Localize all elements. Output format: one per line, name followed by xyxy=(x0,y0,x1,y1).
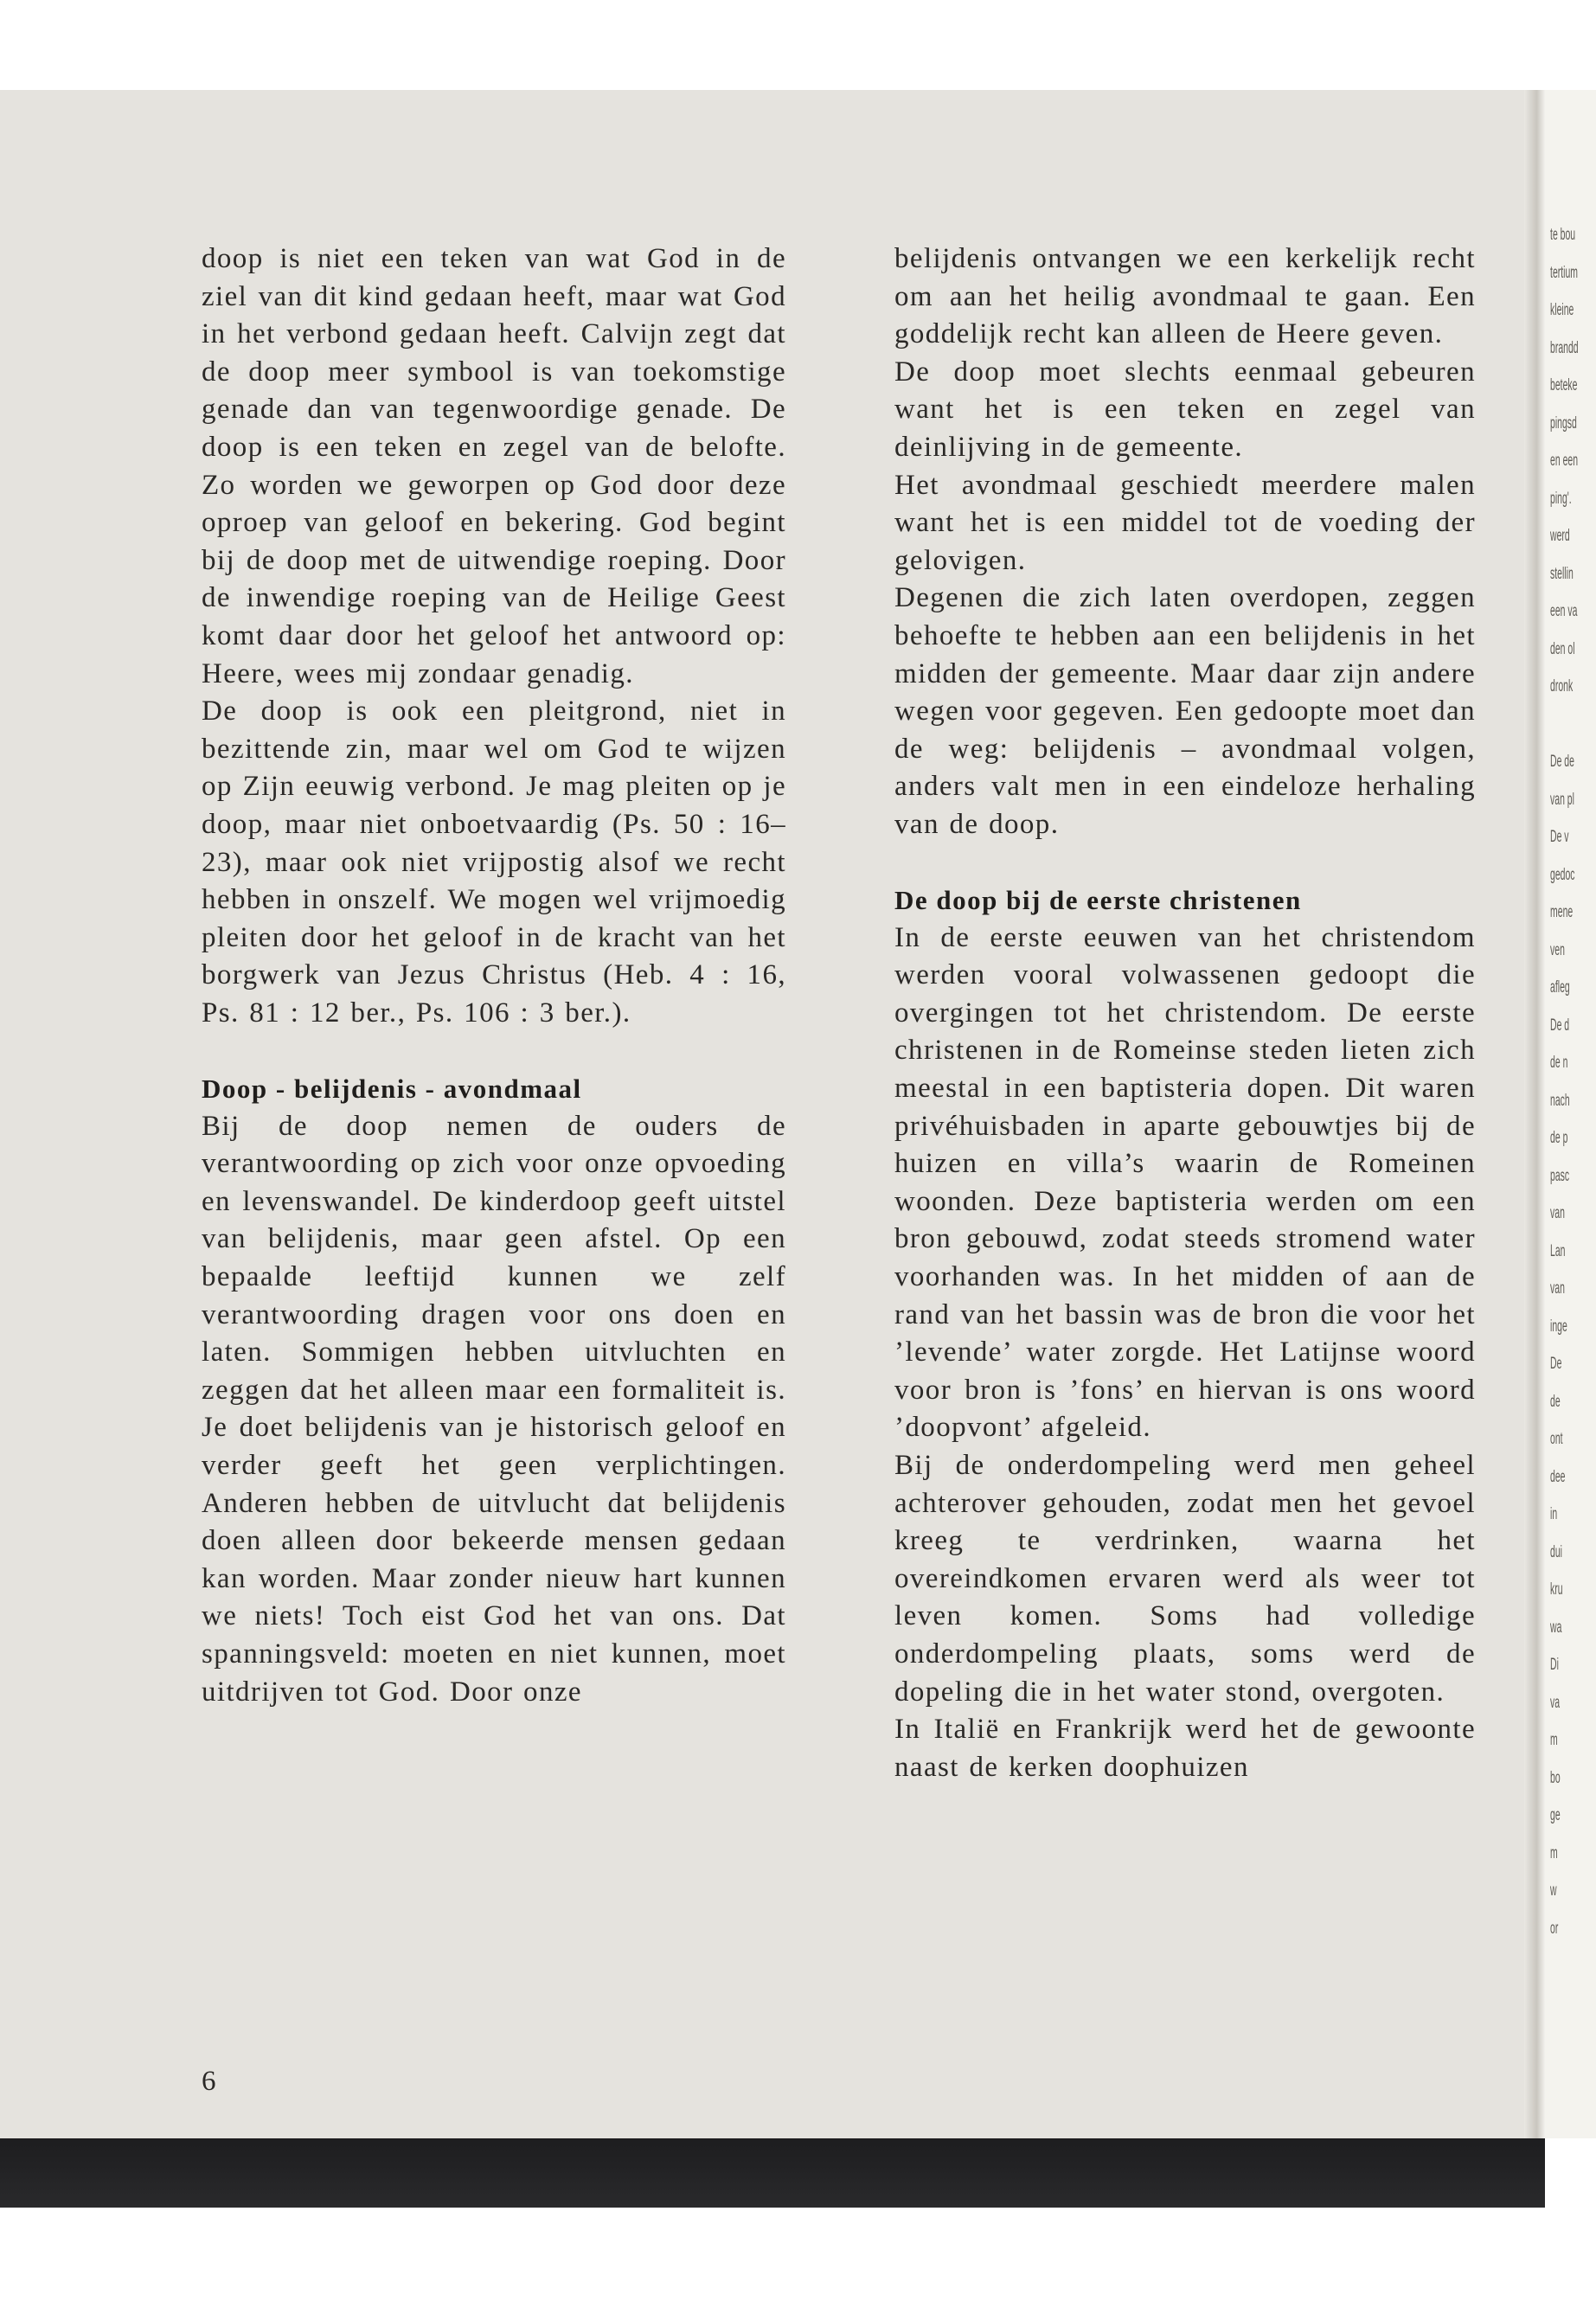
adjacent-page-fragment: De d xyxy=(1550,1016,1570,1035)
adjacent-page-fragment: tertium xyxy=(1550,263,1578,282)
adjacent-page-fragment: m xyxy=(1550,1843,1558,1862)
adjacent-page-fragment: van xyxy=(1550,1279,1565,1298)
adjacent-page-fragment: mene xyxy=(1550,903,1574,921)
adjacent-page-fragment: in xyxy=(1550,1505,1558,1523)
spacer xyxy=(202,1032,786,1070)
adjacent-page-fragment: Di xyxy=(1550,1656,1559,1674)
adjacent-page-fragment: bo xyxy=(1550,1768,1561,1787)
adjacent-page-fragment: De de xyxy=(1550,753,1574,771)
adjacent-page-fragment xyxy=(1545,706,1596,744)
adjacent-page-fragment: ping'. xyxy=(1550,489,1572,508)
adjacent-page-fragment: m xyxy=(1550,1731,1558,1749)
adjacent-page-fragment: ge xyxy=(1550,1806,1561,1824)
adjacent-page-fragment: va xyxy=(1550,1693,1561,1712)
adjacent-page-fragment: Lan xyxy=(1550,1241,1566,1260)
left-column xyxy=(202,240,786,1711)
adjacent-page-fragment: dronk xyxy=(1550,677,1574,695)
scan-dark-edge xyxy=(0,2138,1545,2208)
adjacent-page-fragment: De v xyxy=(1550,828,1569,846)
adjacent-page-fragment: een va xyxy=(1550,602,1578,620)
adjacent-page-fragment: or xyxy=(1550,1919,1559,1938)
page-gutter xyxy=(1524,90,1545,2138)
adjacent-page-edge xyxy=(1545,90,1596,2138)
adjacent-page-fragment: kru xyxy=(1550,1580,1563,1599)
adjacent-page-fragment: pasc xyxy=(1550,1166,1570,1185)
adjacent-page-fragment: wa xyxy=(1550,1618,1562,1637)
adjacent-page-fragment: van pl xyxy=(1550,790,1574,809)
adjacent-page-fragment: dee xyxy=(1550,1467,1566,1486)
adjacent-page-fragment: pingsd xyxy=(1550,413,1577,433)
adjacent-page-fragment: kleine xyxy=(1550,301,1574,319)
spacer xyxy=(894,844,1476,882)
left-paragraph: doop is niet een teken van wat God in de ziel van dit kind gedaan heeft, maar wat God in het verbond gedaan heeft. Calvijn zegt dat de doop meer symbool is van toekomstige genade dan van tegenwoordige genade. De doop is een teken en zegel van de belofte. Zo worden we geworpen op God door deze oproep van geloof en bekering. God begint bij de doop met de uitwendige roeping. Door de inwendige roeping van de Heilige Geest komt daar door het geloof het antwoord op: Heere, wees mij zondaar genadig. xyxy=(202,243,786,689)
right-paragraph: De doop moet slechts eenmaal gebeuren want het is een teken en zegel van deinlijving in de gemeente. xyxy=(894,356,1476,463)
adjacent-page-fragment: gedoc xyxy=(1550,865,1575,884)
adjacent-page-fragment: den ol xyxy=(1550,639,1575,658)
adjacent-page-fragment: nach xyxy=(1550,1091,1570,1110)
adjacent-page-fragment: beteke xyxy=(1550,376,1578,394)
adjacent-page-fragment: de p xyxy=(1550,1129,1568,1147)
adjacent-page-fragment: inge xyxy=(1550,1317,1567,1336)
right-paragraph: In Italië en Frankrijk werd het de gewoonte naast de kerken doophuizen xyxy=(894,1714,1476,1783)
adjacent-page-fragment: ont xyxy=(1550,1430,1563,1448)
adjacent-page-fragment: afleg xyxy=(1550,978,1570,997)
page-number: 6 xyxy=(202,2066,216,2097)
adjacent-page-fragment: de xyxy=(1550,1392,1561,1411)
adjacent-page-fragment: te bou xyxy=(1550,226,1576,244)
right-paragraph: belijdenis ontvangen we een kerkelijk recht om aan het heilig avondmaal te gaan. Een goddelijk recht kan alleen de Heere geven. xyxy=(894,243,1476,350)
section-heading: Doop - belijdenis - avondmaal xyxy=(202,1074,582,1105)
adjacent-page-fragment: ven xyxy=(1550,940,1565,959)
right-paragraph: Degenen die zich laten overdopen, zeggen behoefte te hebben aan een belijdenis in het midden der gemeente. Maar daar zijn andere wegen voor gegeven. Een gedoopte moet dan de weg: belijdenis – avondmaal volgen, anders valt men in een eindeloze herhaling van de doop. xyxy=(894,582,1476,840)
adjacent-page-fragment: dui xyxy=(1550,1542,1562,1561)
adjacent-page-fragment: stellin xyxy=(1550,564,1574,583)
right-paragraph: Bij de onderdompeling werd men geheel achterover gehouden, zodat men het gevoel kreeg te verdrinken, waarna het overeindkomen ervaren werd als weer tot leven komen. Soms had volledige onderdompeling plaats, soms werd de dopeling die in het water stond, overgoten. xyxy=(894,1450,1476,1708)
adjacent-page-fragment: de n xyxy=(1550,1054,1568,1072)
section-heading: De doop bij de eerste christenen xyxy=(894,885,1302,916)
right-column xyxy=(894,240,1476,1786)
adjacent-page-fragment: werd xyxy=(1550,527,1570,545)
left-paragraph: De doop is ook een pleitgrond, niet in bezittende zin, maar wel om God te wijzen op Zijn eeuwig verbond. Je mag pleiten op je doop, maar niet onboetvaardig (Ps. 50 : 16–23), maar ook niet vrijpostig alsof we recht hebben in onszelf. We mogen wel vrijmoedig pleiten door het geloof in de kracht van het borgwerk van Jezus Christus (Heb. 4 : 16, Ps. 81 : 12 ber., Ps. 106 : 3 ber.). xyxy=(202,695,786,1029)
adjacent-page-fragment: van xyxy=(1550,1204,1565,1222)
adjacent-page-fragment: w xyxy=(1550,1881,1557,1900)
adjacent-page-fragment: en een xyxy=(1550,452,1579,470)
right-paragraph: Het avondmaal geschiedt meerdere malen want het is een middel tot de voeding der gelovigen. xyxy=(894,469,1476,576)
adjacent-page-fragment: brandd xyxy=(1550,338,1579,357)
right-paragraph: In de eerste eeuwen van het christendom werden vooral volwassenen gedoopt die overgingen tot het christendom. De eerste christenen in de Romeinse steden lieten zich meestal in een baptisteria dopen. Dit waren privéhuisbaden in aparte gebouwtjes bij de huizen en villa’s waarin de Romeinen woonden. Deze baptisteria werden om een bron gebouwd, zodat steeds stromend water voorhanden was. In het midden of aan de rand van het bassin was de bron die voor het ’levende’ water zorgde. Het Latijnse woord voor bron is ’fons’ en hiervan is ons woord ’doopvont’ afgeleid. xyxy=(894,921,1476,1444)
adjacent-page-fragment: De xyxy=(1550,1355,1562,1373)
left-paragraph: Bij de doop nemen de ouders de verantwoording op zich voor onze opvoeding en levenswandel. De kinderdoop geeft uitstel van belijdenis, maar geen afstel. Op een bepaalde leeftijd kunnen we zelf verantwoording dragen voor ons doen en laten. Sommigen hebben uitvluchten en zeggen dat het alleen maar een formaliteit is. Je doet belijdenis van je historisch geloof en verder geeft het geen verplichtingen. Anderen hebben de uitvlucht dat belijdenis doen alleen door bekeerde mensen gedaan kan worden. Maar zonder nieuw hart kunnen we niets! Toch eist God het van ons. Dat spanningsveld: moeten en niet kunnen, moet uitdrijven tot God. Door onze xyxy=(202,1110,786,1708)
